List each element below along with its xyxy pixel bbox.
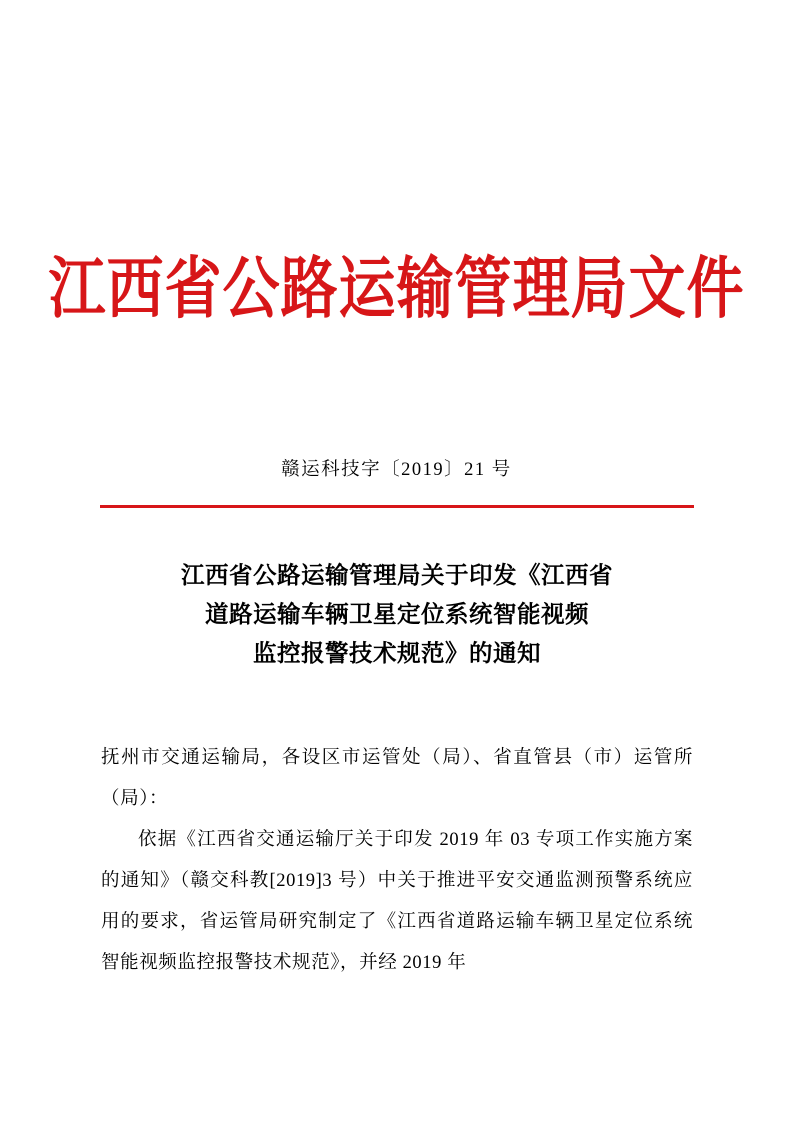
masthead bbox=[0, 248, 793, 328]
title-line-3: 监控报警技术规范》的通知 bbox=[253, 639, 541, 667]
addressee-paragraph: 抚州市交通运输局，各设区市运管处（局）、省直管县（市）运管所（局）： bbox=[101, 748, 693, 809]
title-line-2: 道路运输车辆卫星定位系统智能视频 bbox=[205, 600, 589, 628]
document-body bbox=[101, 738, 693, 984]
red-separator-rule bbox=[100, 505, 694, 508]
body-paragraph-1: 依据《江西省交通运输厅关于印发 2019 年 03 专项工作实施方案的通知》（赣交科教[2019]3 号）中关于推进平安交通监测预警系统应用的要求，省运管局研究制定了《江西省道路运输车辆卫星定位系统智能视频监控报警技术规范》，并经 2019 年 bbox=[101, 830, 693, 973]
title-line-1: 江西省公路运输管理局关于印发《江西省 bbox=[181, 561, 613, 589]
masthead-title: 江西省公路运输管理局文件 bbox=[48, 248, 745, 328]
document-title bbox=[110, 556, 684, 673]
document-number: 赣运科技字〔2019〕21 号 bbox=[281, 460, 512, 480]
